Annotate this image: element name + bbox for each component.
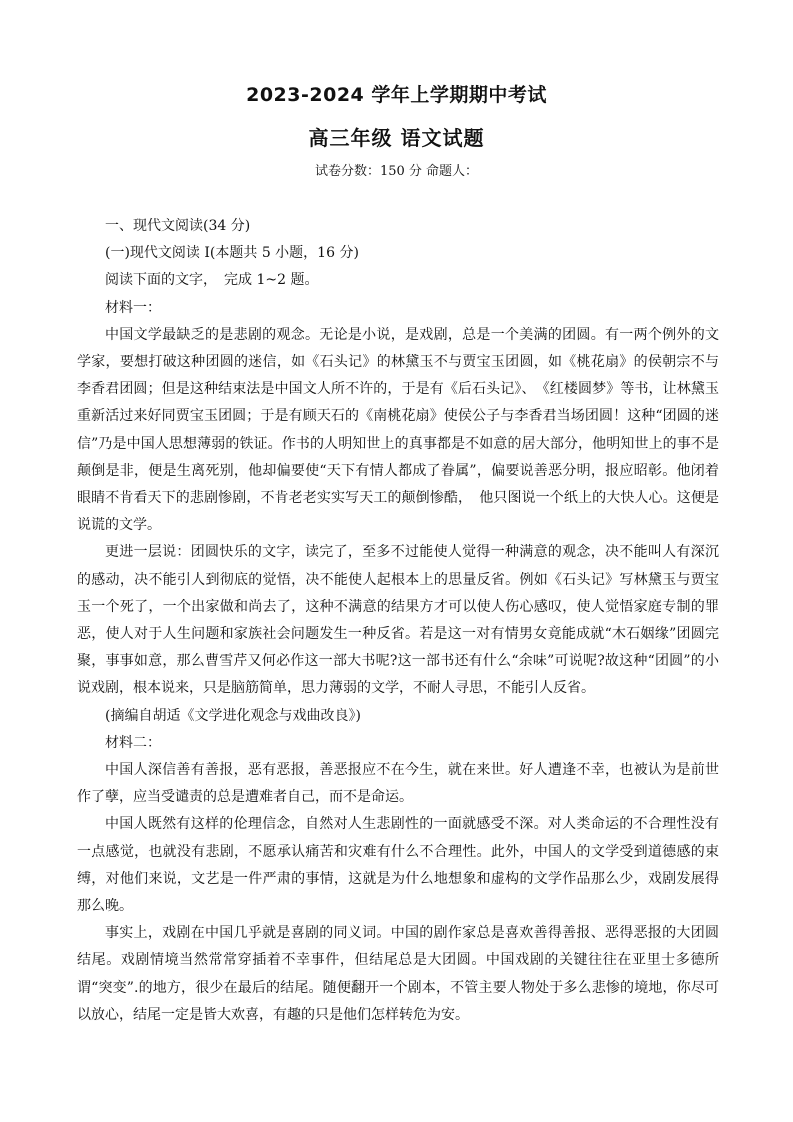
section-heading: 一、现代文阅读(34 分): [105, 218, 251, 234]
material2-label: 材料二：: [105, 734, 161, 751]
material2-paragraph-1: 中国人深信善有善报，恶有恶报，善恶报应不在今生，就在来世。好人遭逢不幸，也被认为是前世作了孽，应当受谴责的总是遭难者自己，而不是命运。: [77, 762, 719, 806]
material1-source: (摘编自胡适《文学进化观念与戏曲改良》): [105, 707, 361, 724]
section-subheading: (一)现代文阅读 I(本题共 5 小题，16 分): [105, 245, 359, 262]
material2-paragraph-2: 中国人既然有这样的伦理信念，自然对人生悲剧性的一面就感受不深。对人类命运的不合理性没有一点感觉，也就没有悲剧，不愿承认痛苦和灾难有什么不合理性。此外，中国人的文学受到道德感的束缚，对他们来说，文艺是一件严肃的事情，这就是为什么地想象和虚构的文学作品那么少，戏剧发展得那么晚。: [77, 816, 719, 915]
material2-paragraph-3: 事实上，戏剧在中国几乎就是喜剧的同义词。中国的剧作家总是喜欢善得善报、恶得恶报的大团圆结尾。戏剧情境当然常常穿插着不幸事件，但结尾总是大团圆。中国戏剧的关键往往在亚里士多德所谓“突变”.的地方，很少在最后的结尾。随便翻开一个剧本，不管主要人物处于多么悲惨的境地，你尽可以放心，结尾一定是皆大欢喜，有趣的只是他们怎样转危为安。: [77, 925, 719, 1023]
exam-body: [77, 213, 719, 1029]
exam-title: 2023-2024 学年上学期期中考试: [246, 84, 547, 106]
material1-label: 材料一：: [105, 299, 161, 316]
exam-meta: 试卷分数：150 分 命题人：: [314, 164, 479, 179]
reading-instruction: 阅读下面的文字， 完成 1~2 题。: [105, 272, 319, 289]
exam-subtitle: 高三年级 语文试题: [308, 126, 485, 150]
material1-paragraph-1: 中国文学最缺乏的是悲剧的观念。无论是小说，是戏剧，总是一个美满的团圆。有一两个例外的文学家，要想打破这种团圆的迷信，如《石头记》的林黛玉不与贾宝玉团圆，如《桃花扇》的侯朝宗不与李香君团圆；但是这种结束法是中国文人所不许的，于是有《后石头记》、 《红楼圆梦》等书，让林黛玉重新活过来好同贾宝玉团圆；于是有顾天石的《南桃花扇》使侯公子与李香君当场团圆！这种“团圆的迷信”乃是中国人思想薄弱的铁证。作书的人明知世上的真事都是不如意的居大部分，他明知世上的事不是颠倒是非，便是生离死别，他却偏要使“天下有情人都成了眷属”，偏要说善恶分明，报应昭彰。他闭着眼睛不肯看天下的悲剧惨剧，不肯老老实实写天工的颠倒惨酷， 他只图说一个纸上的大快人心。这便是说谎的文学。: [77, 326, 719, 534]
material1-paragraph-2: 更进一层说：团圆快乐的文字，读完了，至多不过能使人觉得一种满意的观念，决不能叫人有深沉的感动，决不能引人到彻底的觉悟，决不能使人起根本上的思量反省。例如《石头记》写林黛玉与贾宝玉一个死了，一个出家做和尚去了，这种不满意的结果方才可以使人伤心感叹，使人觉悟家庭专制的罪恶，使人对于人生问题和家族社会问题发生一种反省。若是这一对有情男女竟能成就“木石姻缘”团圆完聚，事事如意，那么曹雪芹又何必作这一部大书呢?这一部书还有什么“余味”可说呢?故这种“团圆”的小说戏剧，根本说来，只是脑筋简单，思力薄弱的文学，不耐人寻思，不能引人反省。: [77, 544, 719, 697]
